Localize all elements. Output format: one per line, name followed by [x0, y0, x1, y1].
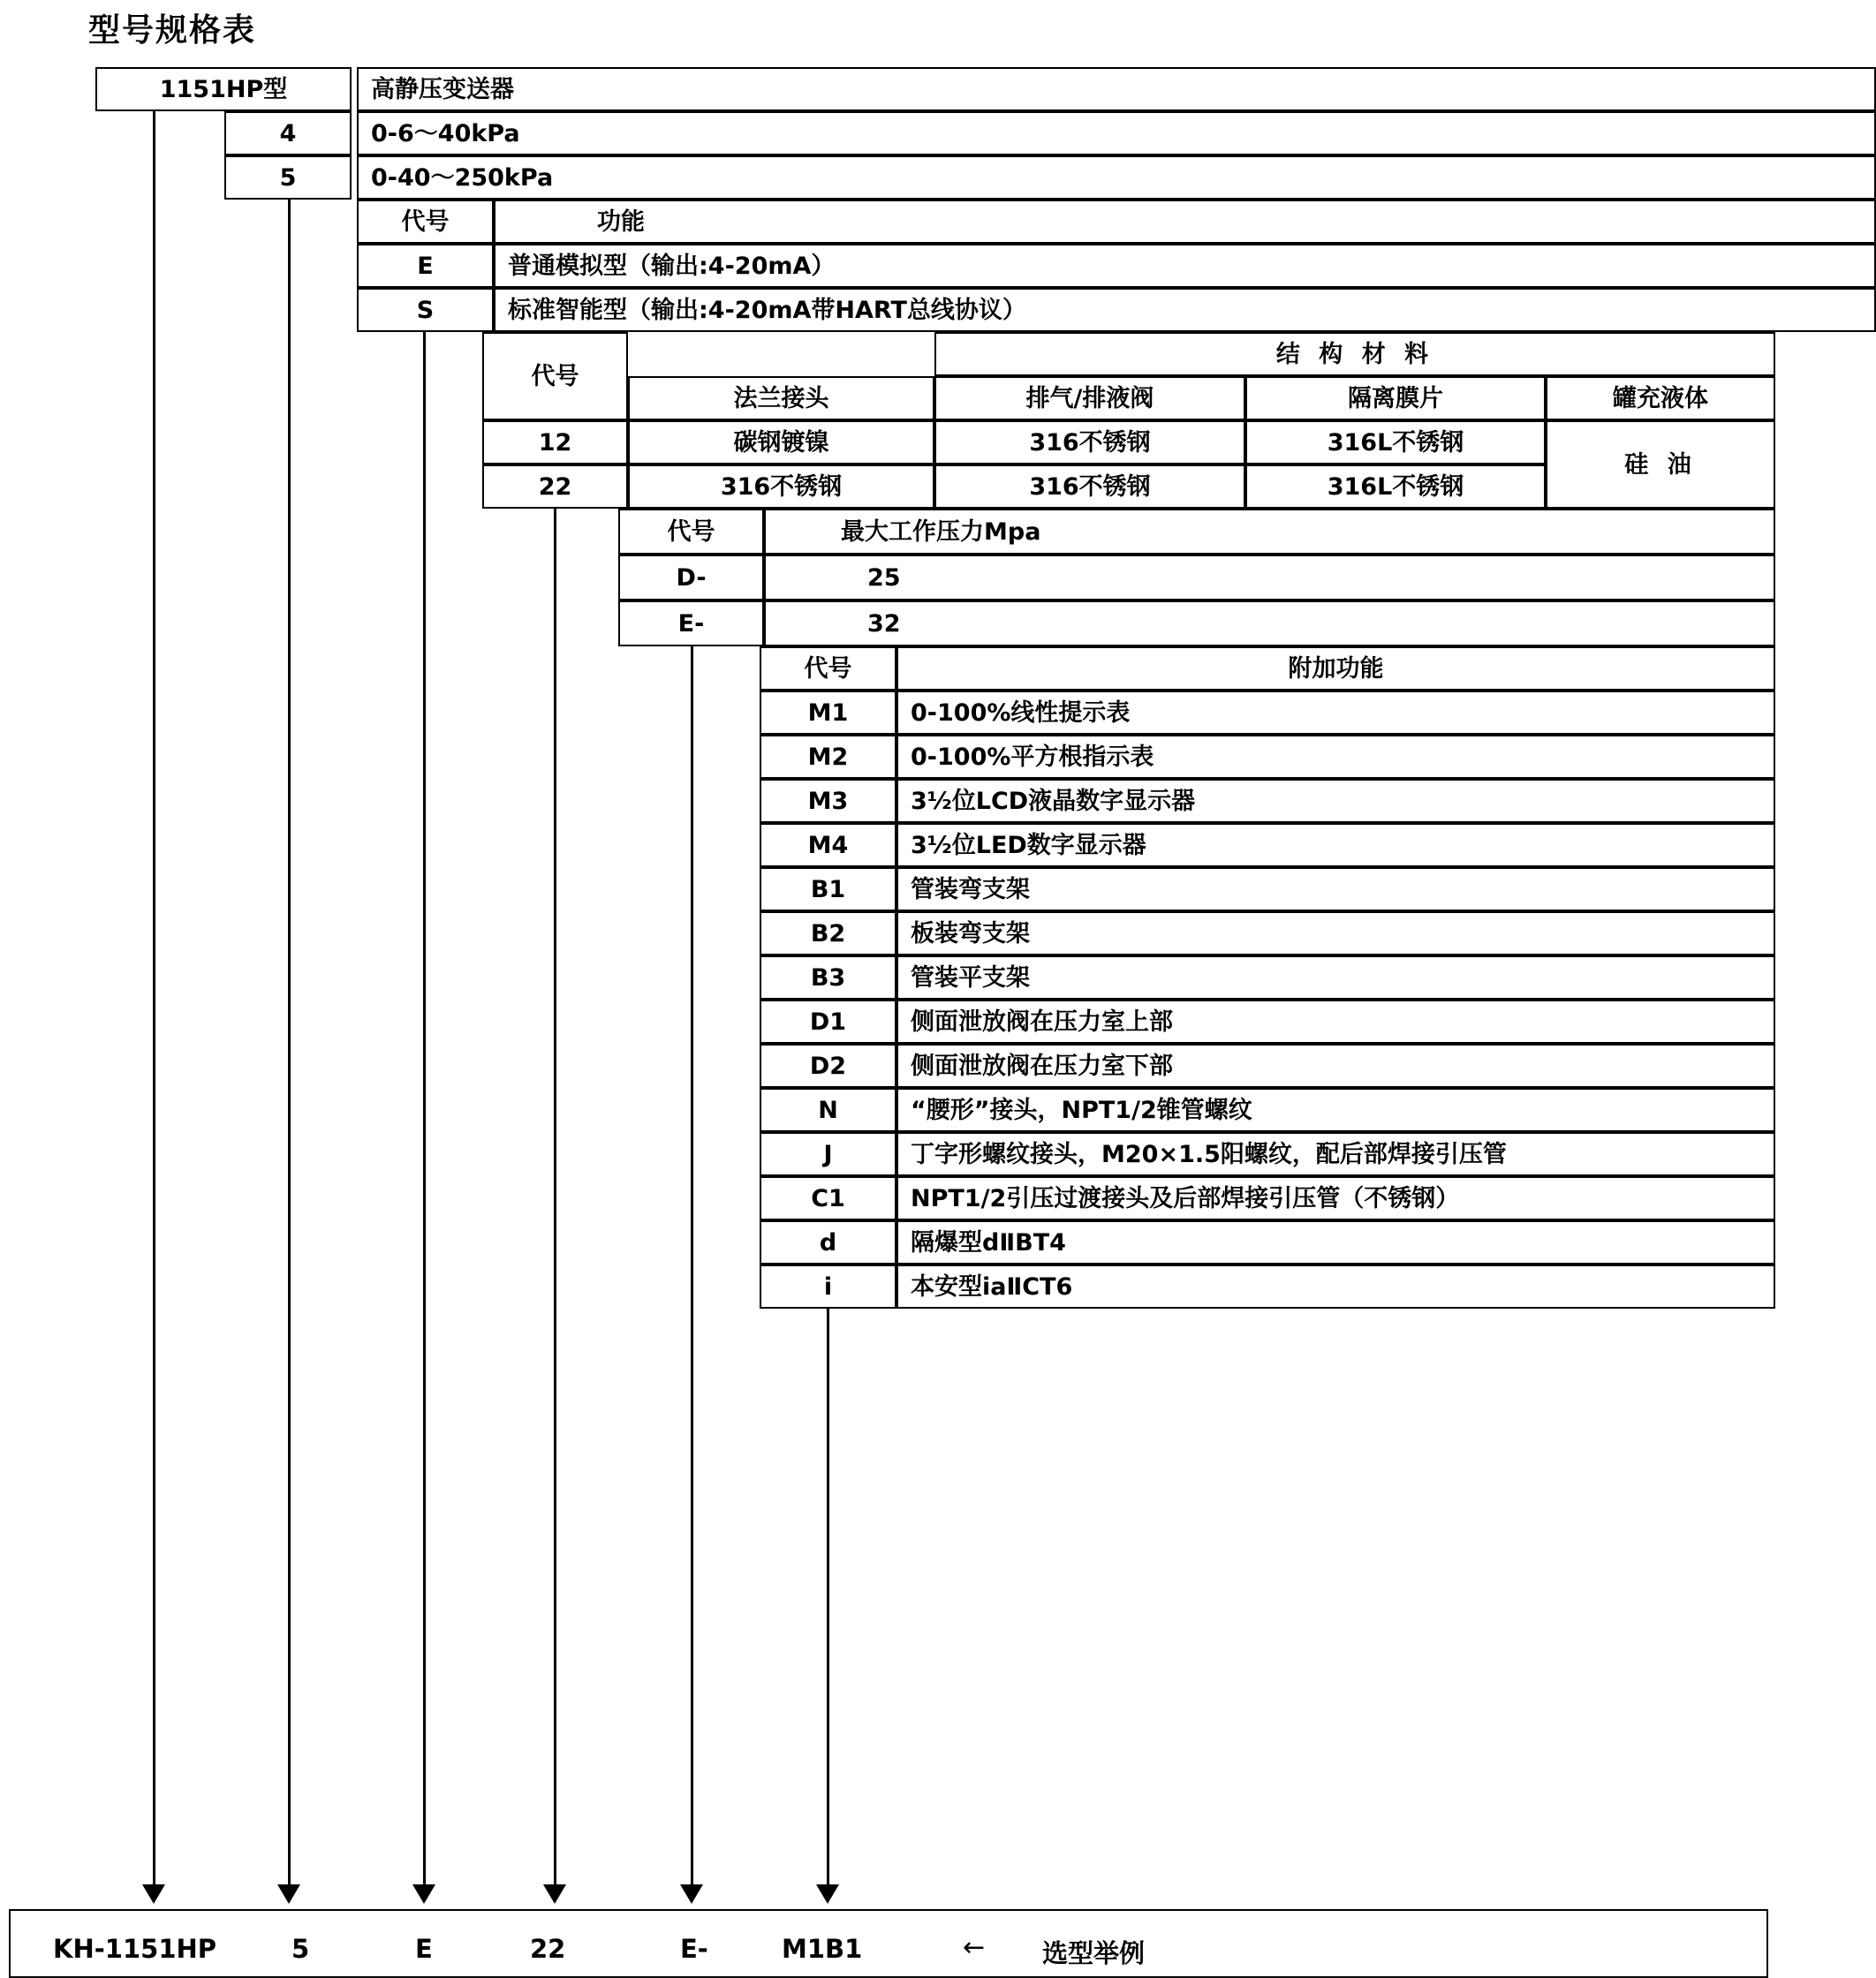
option-code-cell-0: M1	[760, 691, 896, 735]
function-desc-cell-1: 标准智能型（输出:4-20mA带HART总线协议）	[494, 288, 1876, 332]
material-header-valve: 排气/排液阀	[934, 376, 1245, 420]
example-arrow-icon: ←	[963, 1932, 986, 1963]
connector-arrow-option	[816, 1884, 839, 1904]
option-desc-cell-2: 3½位LCD液晶数字显示器	[896, 779, 1775, 823]
option-code-cell-1: M2	[760, 735, 896, 779]
option-code-cell-10: J	[760, 1132, 896, 1176]
connector-arrow-function	[412, 1884, 435, 1904]
pressure-code-cell-0: D-	[618, 555, 764, 600]
connector-line-range	[288, 200, 291, 1886]
material-flange-cell-1: 316不锈钢	[628, 464, 934, 509]
connector-arrow-material	[543, 1884, 566, 1904]
option-code-cell-4: B1	[760, 867, 896, 911]
option-code-cell-6: B3	[760, 955, 896, 1000]
option-desc-cell-0: 0-100%线性提示表	[896, 691, 1775, 735]
option-desc-cell-4: 管装弯支架	[896, 867, 1775, 911]
material-header-flange: 法兰接头	[628, 376, 934, 420]
material-valve-cell-1: 316不锈钢	[934, 464, 1245, 509]
example-bar	[9, 1909, 1768, 1978]
function-desc-cell-0: 普通模拟型（输出:4-20mA）	[494, 244, 1876, 288]
option-code-cell-12: d	[760, 1220, 896, 1265]
range-desc-cell-0: 0-6～40kPa	[357, 111, 1876, 155]
option-desc-cell-7: 侧面泄放阀在压力室上部	[896, 1000, 1775, 1044]
option-desc-cell-5: 板装弯支架	[896, 911, 1775, 955]
example-options: M1B1	[782, 1934, 863, 1964]
material-flange-cell-0: 碳钢镀镍	[628, 420, 934, 464]
material-header-diaphragm: 隔离膜片	[1245, 376, 1546, 420]
option-header-desc: 附加功能	[896, 646, 1775, 691]
example-pressure: E-	[680, 1934, 708, 1964]
connector-arrow-range	[277, 1884, 300, 1904]
option-code-cell-11: C1	[760, 1176, 896, 1220]
page-title: 型号规格表	[88, 12, 257, 49]
option-code-cell-7: D1	[760, 1000, 896, 1044]
example-range: 5	[291, 1934, 310, 1964]
range-desc-cell-1: 0-40～250kPa	[357, 155, 1876, 200]
option-desc-cell-3: 3½位LED数字显示器	[896, 823, 1775, 867]
option-code-cell-8: D2	[760, 1044, 896, 1088]
model-code-cell: 1151HP型	[95, 67, 352, 111]
option-code-cell-13: i	[760, 1265, 896, 1309]
option-desc-cell-12: 隔爆型dⅡBT4	[896, 1220, 1775, 1265]
example-function: E	[415, 1934, 433, 1964]
function-code-cell-1: S	[357, 288, 494, 332]
option-desc-cell-6: 管装平支架	[896, 955, 1775, 1000]
material-diaphragm-cell-1: 316L不锈钢	[1245, 464, 1546, 509]
option-desc-cell-8: 侧面泄放阀在压力室下部	[896, 1044, 1775, 1088]
pressure-desc-cell-1: 32	[764, 600, 1775, 646]
material-valve-cell-0: 316不锈钢	[934, 420, 1245, 464]
function-header-desc: 功能	[494, 200, 1876, 244]
material-group-title: 结 构 材 料	[934, 332, 1775, 376]
pressure-header-code: 代号	[618, 509, 764, 555]
option-code-cell-2: M3	[760, 779, 896, 823]
function-code-cell-0: E	[357, 244, 494, 288]
connector-arrow-model	[142, 1884, 165, 1904]
pressure-header-desc: 最大工作压力Mpa	[764, 509, 1775, 555]
example-model: KH-1151HP	[53, 1934, 217, 1964]
connector-arrow-pressure	[680, 1884, 703, 1904]
material-diaphragm-cell-0: 316L不锈钢	[1245, 420, 1546, 464]
connector-line-model	[153, 111, 155, 1886]
material-header-fill: 罐充液体	[1546, 376, 1775, 420]
range-code-cell-1: 5	[224, 155, 352, 200]
connector-line-material	[554, 509, 556, 1886]
option-desc-cell-11: NPT1/2引压过渡接头及后部焊接引压管（不锈钢）	[896, 1176, 1775, 1220]
option-header-code: 代号	[760, 646, 896, 691]
function-header-code: 代号	[357, 200, 494, 244]
option-code-cell-3: M4	[760, 823, 896, 867]
pressure-desc-cell-0: 25	[764, 555, 1775, 600]
option-desc-cell-1: 0-100%平方根指示表	[896, 735, 1775, 779]
option-code-cell-9: N	[760, 1088, 896, 1132]
model-desc-cell: 高静压变送器	[357, 67, 1876, 111]
connector-line-option	[827, 1309, 829, 1886]
material-header-code: 代号	[482, 332, 628, 420]
option-desc-cell-13: 本安型iaⅡCT6	[896, 1265, 1775, 1309]
option-desc-cell-10: 丁字形螺纹接头，M20×1.5阳螺纹，配后部焊接引压管	[896, 1132, 1775, 1176]
example-label: 选型举例	[1042, 1938, 1146, 1968]
example-material: 22	[530, 1934, 566, 1964]
option-code-cell-5: B2	[760, 911, 896, 955]
material-code-cell-0: 12	[482, 420, 628, 464]
connector-line-pressure	[691, 646, 693, 1886]
option-desc-cell-9: “腰形”接头，NPT1/2锥管螺纹	[896, 1088, 1775, 1132]
pressure-code-cell-1: E-	[618, 600, 764, 646]
connector-line-function	[423, 332, 426, 1886]
range-code-cell-0: 4	[224, 111, 352, 155]
material-code-cell-1: 22	[482, 464, 628, 509]
material-fill-liquid-cell: 硅 油	[1546, 420, 1775, 509]
